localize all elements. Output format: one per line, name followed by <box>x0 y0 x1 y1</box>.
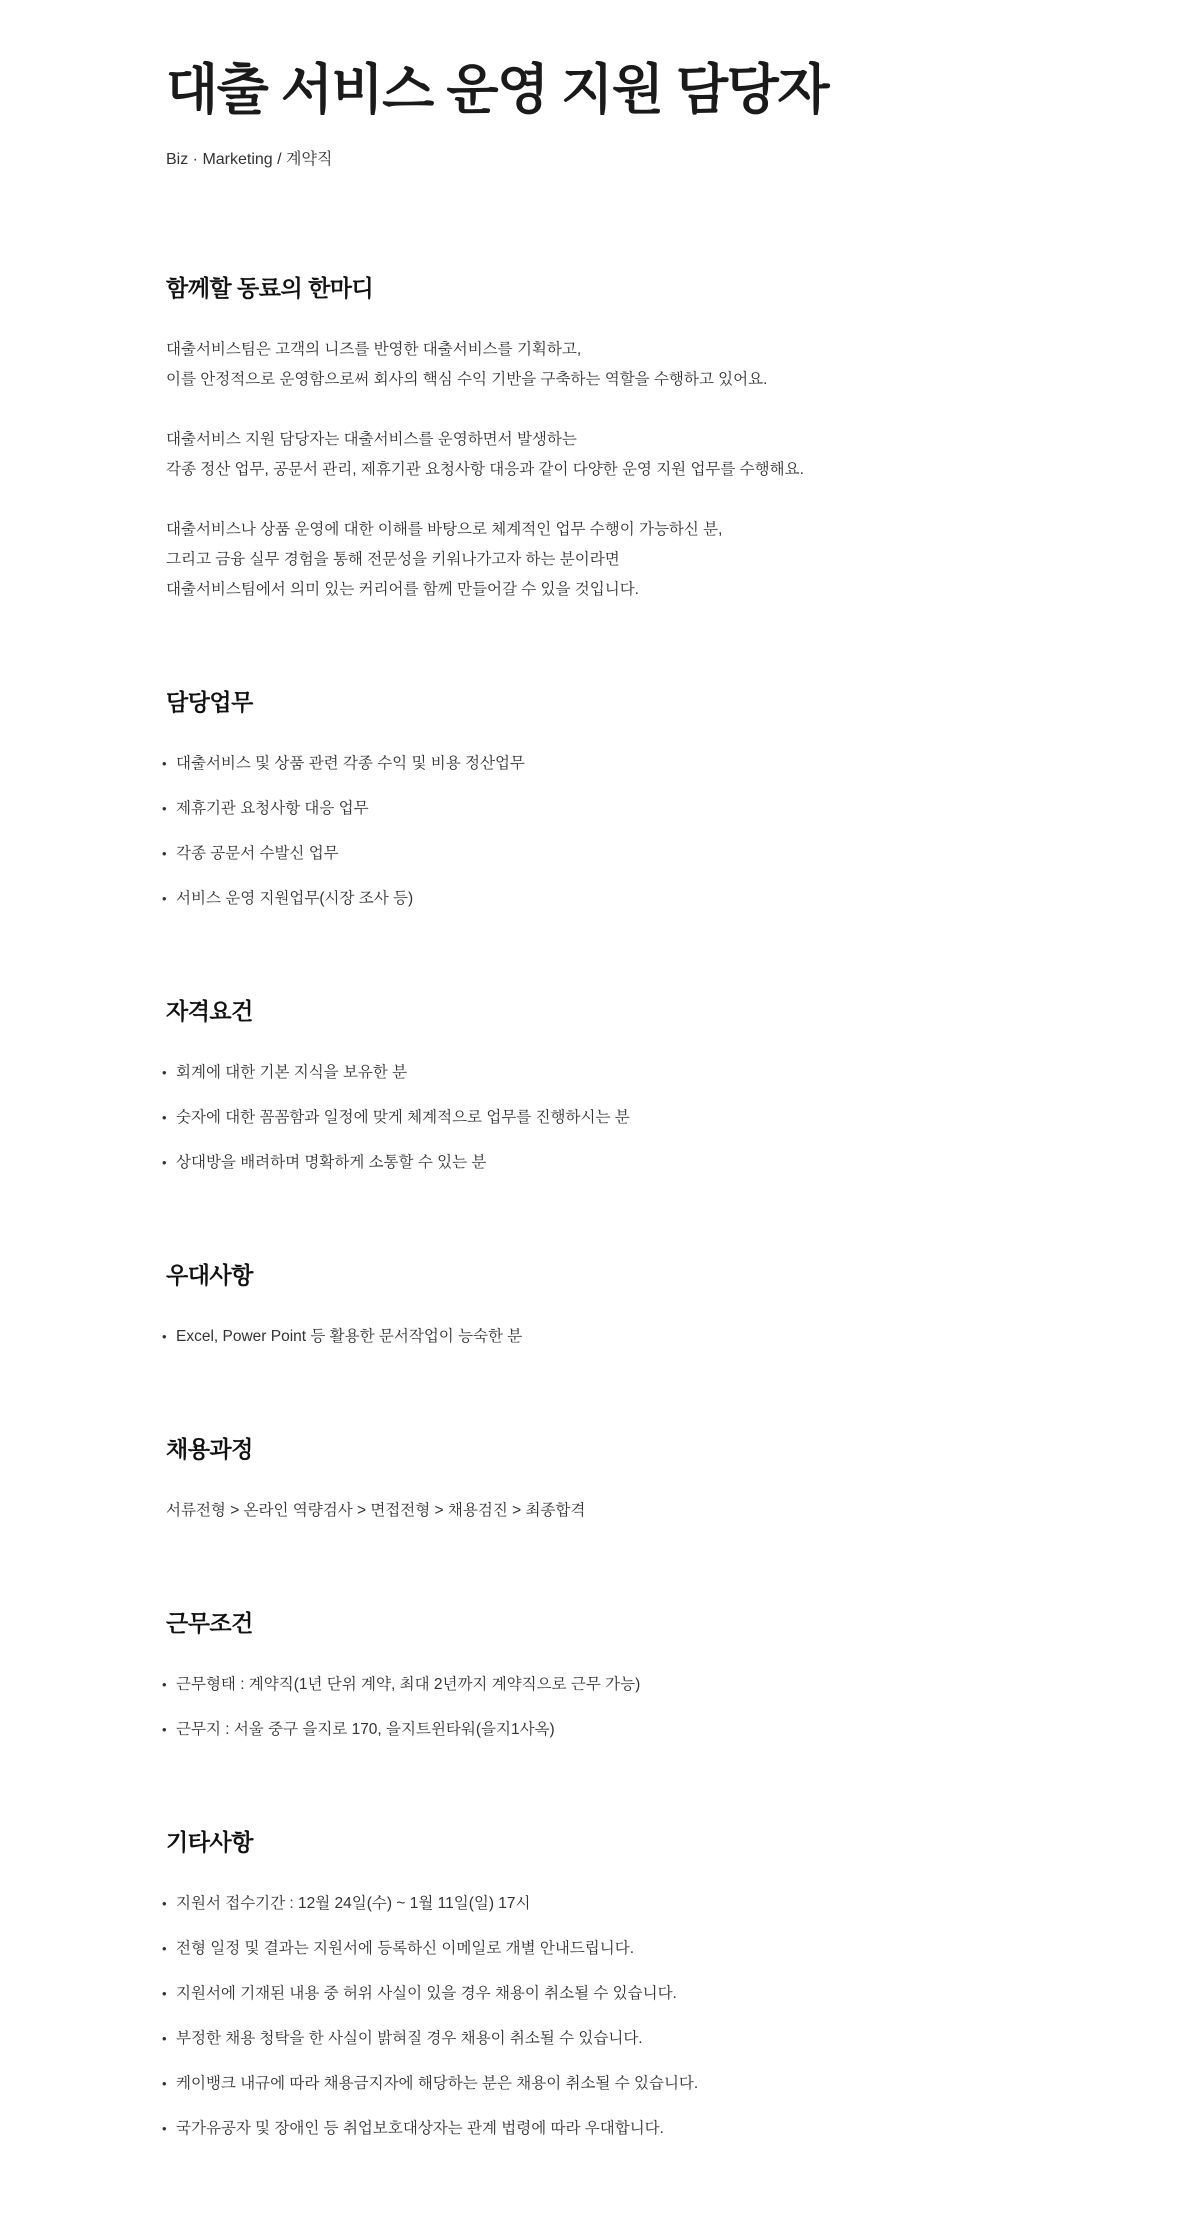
bullet-dot-icon: • <box>162 2075 167 2091</box>
section-1 <box>166 273 1061 605</box>
bullet-list <box>162 1670 1061 1745</box>
bullet-dot-icon: • <box>162 845 167 861</box>
paragraph-line: 각종 정산 업무, 공문서 관리, 제휴기관 요청사항 대응과 같이 다양한 운영 지원 업무를 수행해요. <box>166 460 804 478</box>
section-heading: 채용과정 <box>166 1435 253 1462</box>
bullet-item-text: 근무형태 : 계약직(1년 단위 계약, 최대 2년까지 계약직으로 근무 가능) <box>176 1675 641 1693</box>
paragraph-line: 그리고 금융 실무 경험을 통해 전문성을 키워나가고자 하는 분이라면 <box>166 550 620 568</box>
bullet-item <box>162 794 1061 824</box>
section-heading: 근무조건 <box>166 1609 253 1636</box>
bullet-item-text: 케이뱅크 내규에 따라 채용금지자에 해당하는 분은 채용이 취소될 수 있습니다. <box>176 2074 699 2092</box>
bullet-item-text: 상대방을 배려하며 명확하게 소통할 수 있는 분 <box>176 1153 487 1171</box>
bullet-dot-icon: • <box>162 1064 167 1080</box>
bullet-item-text: 지원서에 기재된 내용 중 허위 사실이 있을 경우 채용이 취소될 수 있습니다. <box>176 1984 677 2002</box>
bullet-item-text: 근무지 : 서울 중구 을지로 170, 을지트윈타워(을지1사옥) <box>176 1720 555 1738</box>
bullet-item-text: 서비스 운영 지원업무(시장 조사 등) <box>176 889 414 907</box>
bullet-dot-icon: • <box>162 1985 167 2001</box>
bullet-dot-icon: • <box>162 1721 167 1737</box>
bullet-item-text: Excel, Power Point 등 활용한 문서작업이 능숙한 분 <box>176 1327 523 1345</box>
paragraph-line: 대출서비스팀은 고객의 니즈를 반영한 대출서비스를 기획하고, <box>166 340 582 358</box>
page-subtitle: Biz · Marketing / 계약직 <box>166 150 333 168</box>
paragraph <box>166 335 1061 395</box>
bullet-item <box>162 2069 1061 2099</box>
section-heading: 우대사항 <box>166 1261 253 1288</box>
bullet-item <box>162 1889 1061 1919</box>
paragraph-line: 대출서비스팀에서 의미 있는 커리어를 함께 만들어갈 수 있을 것입니다. <box>166 580 639 598</box>
bullet-item-text: 국가유공자 및 장애인 등 취업보호대상자는 관계 법령에 따라 우대합니다. <box>176 2119 664 2137</box>
bullet-item <box>162 1934 1061 1964</box>
bullet-dot-icon: • <box>162 2120 167 2136</box>
bullet-list <box>162 1058 1061 1178</box>
bullet-dot-icon: • <box>162 890 167 906</box>
process-text: 서류전형 > 온라인 역량검사 > 면접전형 > 채용검진 > 최종합격 <box>166 1501 586 1519</box>
bullet-dot-icon: • <box>162 1154 167 1170</box>
section-5 <box>166 1434 1061 1526</box>
bullet-item <box>162 1322 1061 1352</box>
section-3 <box>162 996 1061 1178</box>
bullet-item <box>162 1148 1061 1178</box>
paragraph-line: 대출서비스 지원 담당자는 대출서비스를 운영하면서 발생하는 <box>166 430 577 448</box>
bullet-dot-icon: • <box>162 755 167 771</box>
bullet-item-text: 회계에 대한 기본 지식을 보유한 분 <box>176 1063 408 1081</box>
bullet-item-text: 지원서 접수기간 : 12월 24일(수) ~ 1월 11일(일) 17시 <box>176 1894 531 1912</box>
bullet-list <box>162 1322 1061 1352</box>
bullet-item <box>162 884 1061 914</box>
bullet-dot-icon: • <box>162 1940 167 1956</box>
bullet-item <box>162 1058 1061 1088</box>
bullet-dot-icon: • <box>162 1895 167 1911</box>
bullet-list <box>162 1889 1061 2144</box>
section-heading: 기타사항 <box>166 1828 253 1855</box>
section-6 <box>162 1608 1061 1745</box>
bullet-item-text: 각종 공문서 수발신 업무 <box>176 844 339 862</box>
bullet-item <box>162 2114 1061 2144</box>
bullet-dot-icon: • <box>162 800 167 816</box>
bullet-dot-icon: • <box>162 2030 167 2046</box>
section-7 <box>162 1827 1061 2144</box>
section-4 <box>162 1260 1061 1352</box>
section-heading: 담당업무 <box>166 688 253 715</box>
bullet-item <box>162 1103 1061 1133</box>
paragraph-line: 이를 안정적으로 운영함으로써 회사의 핵심 수익 기반을 구축하는 역할을 수행하고 있어요. <box>166 370 768 388</box>
bullet-item-text: 대출서비스 및 상품 관련 각종 수익 및 비용 정산업무 <box>176 754 525 772</box>
bullet-item <box>162 1715 1061 1745</box>
page-title: 대출 서비스 운영 지원 담당자 <box>166 60 828 120</box>
bullet-item <box>162 1979 1061 2009</box>
bullet-dot-icon: • <box>162 1676 167 1692</box>
bullet-item-text: 제휴기관 요청사항 대응 업무 <box>176 799 369 817</box>
section-2 <box>162 687 1061 914</box>
bullet-dot-icon: • <box>162 1109 167 1125</box>
bullet-item <box>162 2024 1061 2054</box>
section-heading: 함께할 동료의 한마디 <box>166 274 374 301</box>
paragraph-line: 대출서비스나 상품 운영에 대한 이해를 바탕으로 체계적인 업무 수행이 가능하신 분, <box>166 520 723 538</box>
bullet-list <box>162 749 1061 914</box>
bullet-dot-icon: • <box>162 1328 167 1344</box>
section-heading: 자격요건 <box>166 997 253 1024</box>
bullet-item-text: 전형 일정 및 결과는 지원서에 등록하신 이메일로 개별 안내드립니다. <box>176 1939 635 1957</box>
sections-container <box>162 273 1061 2144</box>
bullet-item-text: 부정한 채용 청탁을 한 사실이 밝혀질 경우 채용이 취소될 수 있습니다. <box>176 2029 643 2047</box>
paragraph <box>166 425 1061 485</box>
paragraph <box>166 515 1061 605</box>
bullet-item <box>162 1670 1061 1700</box>
bullet-item-text: 숫자에 대한 꼼꼼함과 일정에 맞게 체계적으로 업무를 진행하시는 분 <box>176 1108 630 1126</box>
bullet-item <box>162 839 1061 869</box>
bullet-item <box>162 749 1061 779</box>
